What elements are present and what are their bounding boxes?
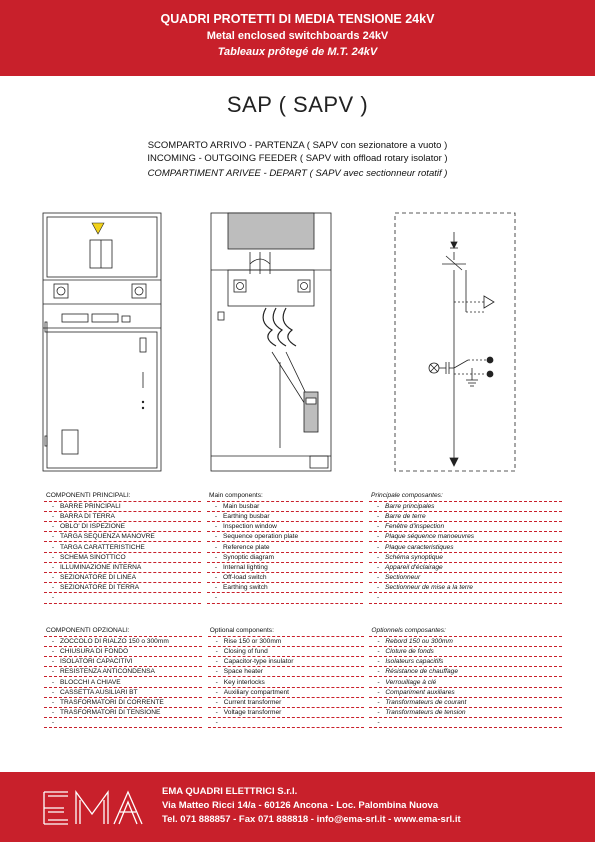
opt-comp-fr: Compariment auxiliares — [385, 688, 455, 696]
main-comp-it: TARGA CARATTERISTICHE — [60, 543, 145, 551]
optional-components-header-it: COMPONENTI OPZIONALI: — [46, 627, 130, 635]
table-row: - SCHEMA SINOTTICO - Synoptic diagram - Schéma synoptique — [44, 552, 562, 562]
main-comp-it: OBLO' DI ISPEZIONE — [60, 523, 126, 531]
table-row: - CHIUSURA DI FONDO - Closing of fund - Cloture de fonds — [44, 646, 562, 656]
header-title-it: QUADRI PROTETTI DI MEDIA TENSIONE 24kV — [160, 12, 435, 26]
main-comp-en: Main busbar — [223, 502, 260, 510]
main-comp-en: Reference plate — [223, 543, 270, 551]
footer-band — [0, 772, 595, 842]
opt-comp-it: ISOLATORI CAPACITIVI — [60, 658, 133, 666]
main-comp-fr: Barre de terre — [384, 512, 426, 520]
opt-comp-fr: Cloture de fonds — [385, 647, 434, 655]
opt-comp-en: Voltage transformer — [223, 709, 282, 717]
opt-comp-it: TRASFORMATORI DI CORRENTE — [60, 698, 164, 706]
main-comp-fr: Plaque caracteristiques — [384, 543, 454, 551]
main-components-header-fr: Principale composantes: — [370, 492, 443, 500]
table-row: - BARRE PRINCIPALI - Main busbar - Barre principales — [44, 501, 562, 511]
opt-comp-fr: Rebord 150 ou 300mm — [385, 637, 453, 645]
side-section-drawing — [210, 212, 332, 474]
opt-comp-it: TRASFORMATORI DI TENSIONE — [60, 709, 161, 717]
table-row: - SEZIONATORE DI TERRA - Earthing switch - Sectionneur de mise a la terre — [44, 583, 562, 593]
main-comp-it: BARRE PRINCIPALI — [60, 502, 121, 510]
main-comp-it: BARRA DI TERRA — [60, 512, 115, 520]
footer-address: Via Matteo Ricci 14/a - 60126 Ancona - Loc. Palombina Nuova — [162, 800, 439, 811]
main-comp-it: SEZIONATORE DI LINEA — [60, 574, 136, 582]
hazard-warning-icon — [92, 223, 104, 234]
main-comp-en: Sequence operation plate — [223, 533, 299, 541]
table-row: - TRASFORMATORI DI CORRENTE - Current transformer - Transformateurs de courant — [44, 697, 562, 707]
opt-comp-it: CASSETTA AUSILIARI BT — [60, 688, 138, 696]
optional-components-header-en: Optional components: — [209, 627, 274, 635]
main-comp-en: Off-load switch — [223, 574, 267, 582]
header-title-fr: Tableaux prôtegé de M.T. 24kV — [217, 46, 378, 58]
table-row: - BARRA DI TERRA - Earthing busbar - Barre de terre — [44, 511, 562, 521]
main-comp-fr: Appareil d'éclairage — [384, 563, 443, 571]
main-comp-it: ILLUMINAZIONE INTERNA — [60, 563, 142, 571]
opt-comp-en: Key interlocks — [223, 678, 265, 686]
table-row: - RESISTENZA ANTICONDENSA - Space heater - Résistance de chauffage — [44, 667, 562, 677]
main-comp-fr: Barre principales — [384, 502, 435, 510]
table-row: - OBLO' DI ISPEZIONE - Inspection window - Fenêtre d'inspection — [44, 522, 562, 532]
opt-comp-it: CHIUSURA DI FONDO — [60, 647, 129, 655]
opt-comp-en: Current transformer — [223, 698, 282, 706]
main-comp-fr: Sectionneur — [384, 574, 421, 582]
opt-comp-en: Rise 150 or 300mm — [223, 637, 282, 645]
main-comp-en: Earthing switch — [223, 584, 268, 592]
footer-contacts: Tel. 071 888857 - Fax 071 888818 - info@ema-srl.it - www.ema-srl.it — [162, 814, 461, 825]
main-comp-en: Synoptic diagram — [223, 553, 274, 561]
table-row: - - - — [44, 593, 562, 603]
main-comp-fr: Fenêtre d'inspection — [384, 523, 445, 531]
main-comp-it: SEZIONATORE DI TERRA — [60, 584, 140, 592]
page-title: SAP ( SAPV ) — [226, 92, 369, 117]
table-row: - - - — [44, 718, 562, 728]
subtitle-fr: COMPARTIMENT ARIVEE - DEPART ( SAPV avec sectionneur rotatif ) — [147, 168, 448, 179]
table-row: - ISOLATORI CAPACITIVI - Capacitor-type insulator - Isolateurs capacitifs — [44, 657, 562, 667]
main-comp-en: Earthing busbar — [223, 512, 270, 520]
table-row: - ZOCCOLO DI RIALZO 150 o 300mm - Rise 150 or 300mm - Rebord 150 ou 300mm — [44, 636, 562, 646]
table-row: - TARGA SEQUENZA MANOVRE - Sequence operation plate - Plaque séquence manoeuvres — [44, 532, 562, 542]
main-comp-fr: Schéma synoptique — [384, 553, 443, 561]
opt-comp-it: BLOCCHI A CHIAVE — [60, 678, 121, 686]
opt-comp-fr: Transformateurs de courant — [385, 698, 467, 706]
table-row: - BLOCCHI A CHIAVE - Key interlocks - Verrouillage à clé — [44, 677, 562, 687]
main-comp-it: SCHEMA SINOTTICO — [60, 553, 126, 561]
subtitle-en: INCOMING - OUTGOING FEEDER ( SAPV with offload rotary isolator ) — [147, 153, 448, 164]
table-row: - TRASFORMATORI DI TENSIONE - Voltage transformer - Transformateurs de tension — [44, 708, 562, 718]
opt-comp-fr: Transformateurs de tension — [385, 709, 466, 717]
opt-comp-fr: Résistance de chauffage — [385, 668, 459, 676]
main-comp-it: TARGA SEQUENZA MANOVRE — [60, 533, 155, 541]
main-comp-en: Inspection window — [223, 523, 277, 531]
main-components-table — [44, 491, 562, 604]
main-components-header-it: COMPONENTI PRINCIPALI: — [46, 492, 131, 500]
opt-comp-en: Capacitor-type insulator — [223, 658, 294, 666]
optional-components-header-fr: Optionnels composantes: — [371, 627, 446, 635]
front-view-drawing — [42, 212, 162, 474]
table-row: - ILLUMINAZIONE INTERNA - Internal lighting - Appareil d'éclairage — [44, 562, 562, 572]
ema-logo — [40, 786, 150, 830]
table-row: - CASSETTA AUSILIARI BT - Auxiliary compartment - Compariment auxiliares — [44, 687, 562, 697]
opt-comp-en: Space heater — [223, 668, 263, 676]
subtitle-it: SCOMPARTO ARRIVO - PARTENZA ( SAPV con sezionatore a vuoto ) — [147, 140, 448, 151]
opt-comp-fr: Verrouillage à clé — [385, 678, 437, 686]
main-comp-fr: Plaque séquence manoeuvres — [384, 533, 475, 541]
table-row: - TARGA CARATTERISTICHE - Reference plate - Plaque caracteristiques — [44, 542, 562, 552]
single-line-diagram — [394, 212, 516, 474]
opt-comp-en: Closing of fund — [223, 647, 268, 655]
footer-company: EMA QUADRI ELETTRICI S.r.l. — [162, 786, 298, 797]
main-comp-en: Internal lighting — [223, 563, 268, 571]
opt-comp-it: RESISTENZA ANTICONDENSA — [60, 668, 155, 676]
main-components-header-en: Main components: — [209, 492, 263, 500]
opt-comp-en: Auxiliary compartment — [223, 688, 289, 696]
header-band — [0, 0, 595, 76]
header-title-en: Metal enclosed switchboards 24kV — [206, 30, 389, 42]
main-comp-fr: Sectionneur de mise a la terre — [384, 584, 473, 592]
table-row: - SEZIONATORE DI LINEA - Off-load switch - Sectionneur — [44, 573, 562, 583]
opt-comp-fr: Isolateurs capacitifs — [385, 658, 444, 666]
optional-components-table — [44, 626, 562, 728]
opt-comp-it: ZOCCOLO DI RIALZO 150 o 300mm — [60, 637, 169, 645]
